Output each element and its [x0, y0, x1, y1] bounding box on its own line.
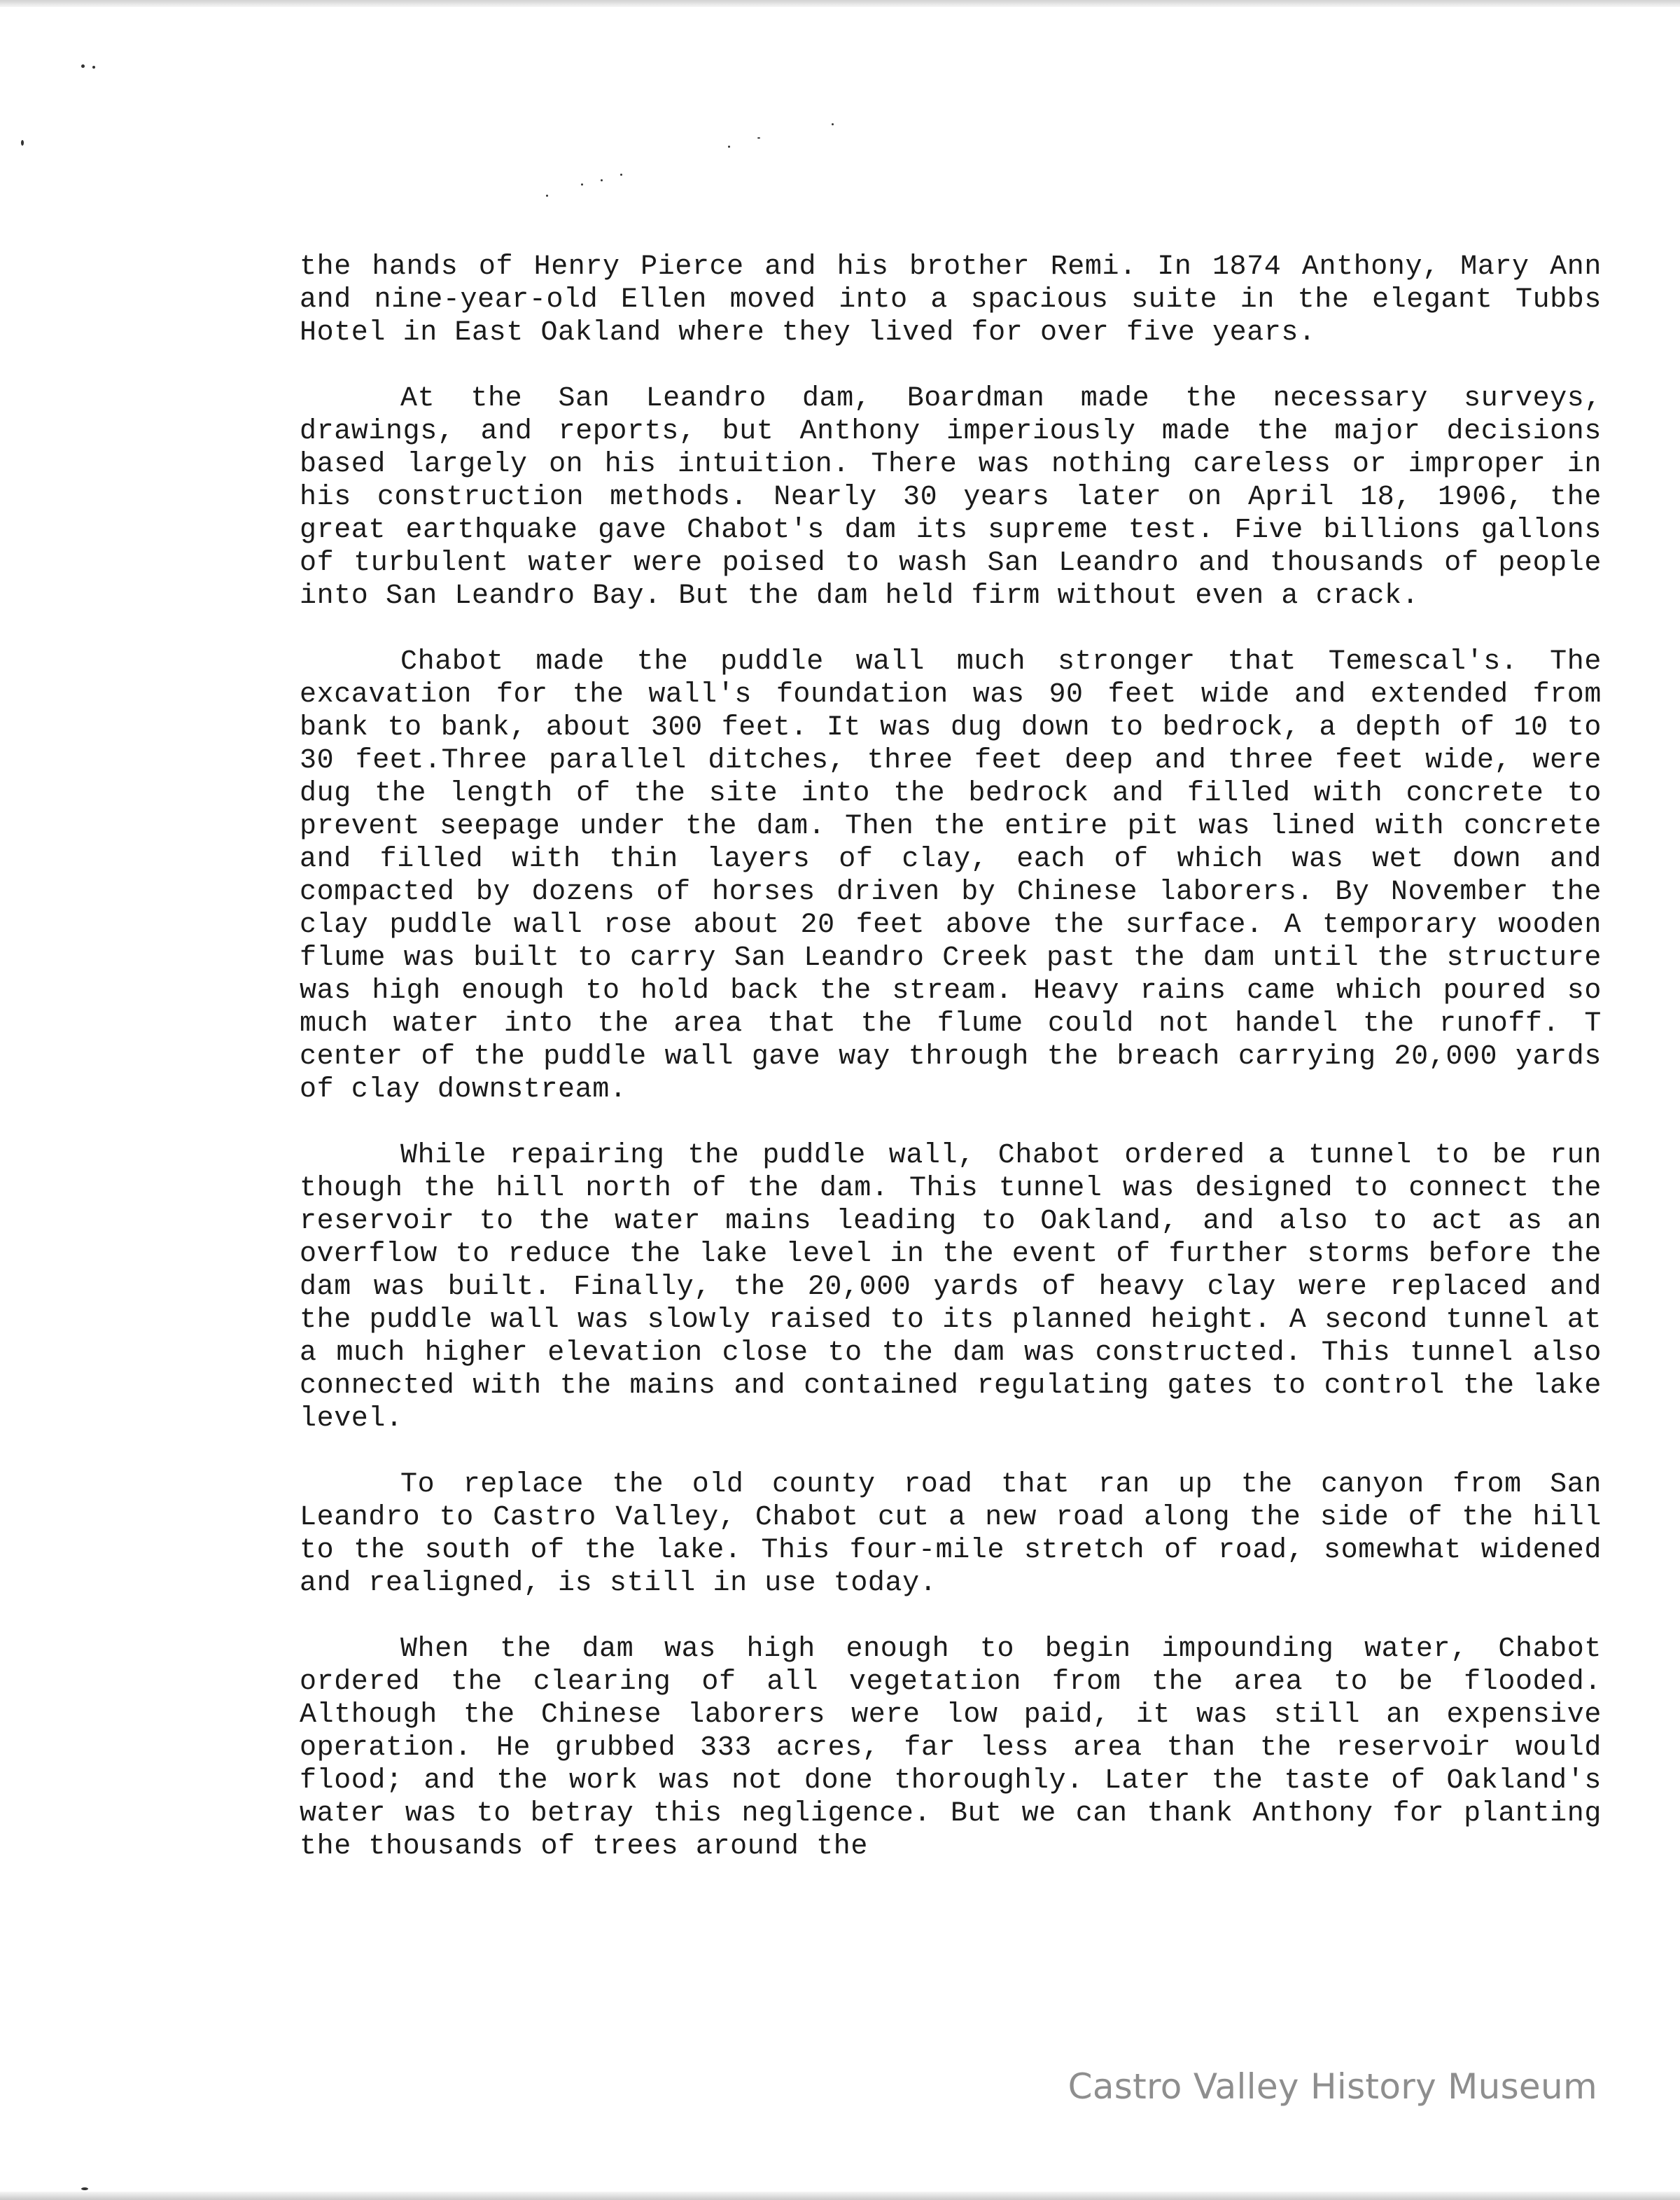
scan-top-edge — [0, 0, 1680, 7]
museum-watermark: Castro Valley History Museum — [1068, 2066, 1597, 2107]
paragraph: While repairing the puddle wall, Chabot ordered a tunnel to be run though the hill north of the dam. This tunnel was designed to connect the reservoir to the water mains leading to Oakland, and also to act as an overflow to reduce the lake level in the event of further storms before the dam was built. Finally, the 20,000 yards of heavy clay were replaced and the puddle wall was slowly raised to its planned height. A second tunnel at a much higher elevation close to the dam was constructed. This tunnel also connected with the mains and contained regulating gates to control the lake level. — [300, 1140, 1602, 1435]
scan-speck — [81, 64, 85, 68]
scan-bottom-edge — [0, 2192, 1680, 2200]
scan-speck — [832, 123, 834, 125]
scan-speck — [81, 2187, 88, 2190]
paragraph: the hands of Henry Pierce and his brother Remi. In 1874 Anthony, Mary Ann and nine-year-old Ellen moved into a spacious suite in the elegant Tubbs Hotel in East Oakland where they lived for over five years. — [300, 251, 1602, 349]
scan-speck — [620, 174, 622, 176]
scan-speck — [581, 183, 583, 186]
scan-speck — [92, 66, 95, 69]
paragraph: When the dam was high enough to begin impounding water, Chabot ordered the clearing of all vegetation from the area to be flooded. Although the Chinese laborers were low paid, it was still an expensive operation. He grubbed 333 acres, far less area than the reservoir would flood; and the work was not done thoroughly. Later the taste of Oakland's water was to betray this negligence. But we can thank Anthony for planting the thousands of trees around the — [300, 1634, 1602, 1863]
scan-speck — [21, 140, 24, 146]
paragraph: At the San Leandro dam, Boardman made the necessary surveys, drawings, and reports, but Anthony imperiously made the major decisions based largely on his intuition. There was nothing careless or improper in his construction methods. Nearly 30 years later on April 18, 1906, the great earthquake gave Chabot's dam its supreme test. Five billions gallons of turbulent water were poised to wash San Leandro and thousands of people into San Leandro Bay. But the dam held firm without even a crack. — [300, 383, 1602, 612]
document-body — [300, 251, 1602, 1896]
paragraph: To replace the old county road that ran up the canyon from San Leandro to Castro Valley, Chabot cut a new road along the side of the hill to the south of the lake. This four-mile stretch of road, somewhat widened and realigned, is still in use today. — [300, 1469, 1602, 1599]
scan-speck — [728, 146, 730, 148]
paragraph: Chabot made the puddle wall much stronger that Temescal's. The excavation for the wall's foundation was 90 feet wide and extended from bank to bank, about 300 feet. It was dug down to bedrock, a depth of 10 to 30 feet.Three parallel ditches, three feet deep and three feet wide, were dug the length of the site into the bedrock and filled with concrete to prevent seepage under the dam. Then the entire pit was lined with concrete and filled with thin layers of clay, each of which was wet down and compacted by dozens of horses driven by Chinese laborers. By November the clay puddle wall rose about 20 feet above the surface. A temporary wooden flume was built to carry San Leandro Creek past the dam until the structure was high enough to hold back the stream. Heavy rains came which poured so much water into the area that the flume could not handel the runoff. T center of the puddle wall gave way through the breach carrying 20,000 yards of clay downstream. — [300, 646, 1602, 1106]
scan-speck — [601, 179, 603, 181]
scan-speck — [546, 195, 548, 197]
scan-speck — [757, 137, 760, 139]
